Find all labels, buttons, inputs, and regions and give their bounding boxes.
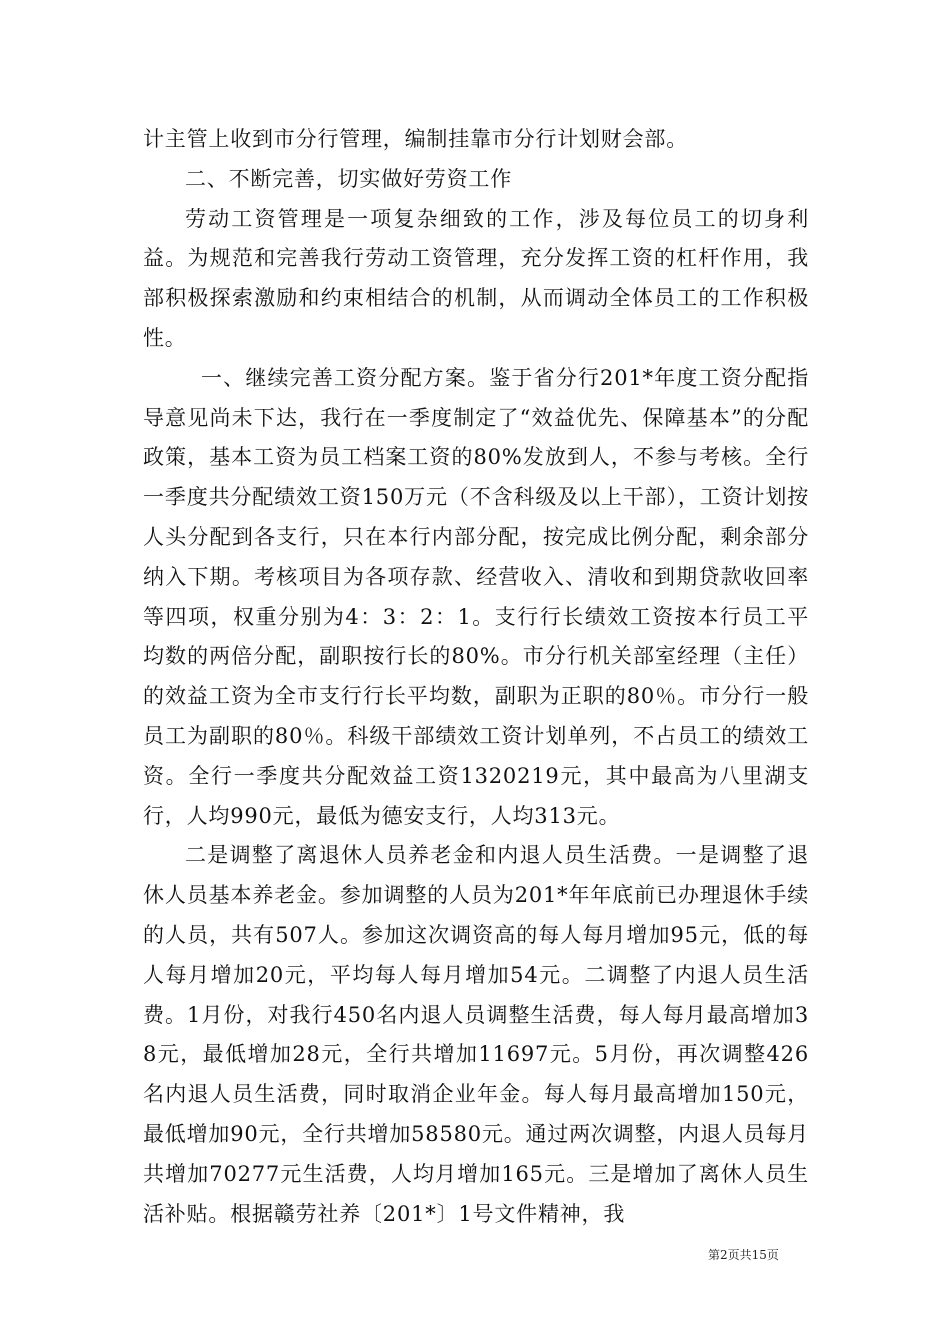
- document-body: [143, 120, 809, 1234]
- paragraph-continuation: 计主管上收到市分行管理，编制挂靠市分行计划财会部。: [143, 127, 688, 151]
- page-number-footer: 第2页共15页: [708, 1248, 779, 1262]
- paragraph-retiree-adjustment: 二是调整了离退休人员养老金和内退人员生活费。一是调整了退休人员基本养老金。参加调整的人员为201*年年底前已办理退休手续的人员，共有507人。参加这次调资高的每人每月增加95元，低的每人每月增加20元，平均每人每月增加54元。二调整了内退人员生活费。1月份，对我行450名内退人员调整生活费，每人每月最高增加38元，最低增加28元，全行共增加11697元。5月份，再次调整426名内退人员生活费，同时取消企业年金。每人每月最高增加150元，最低增加90元，全行共增加58580元。通过两次调整，内退人员每月共增加70277元生活费，人均月增加165元。三是增加了离休人员生活补贴。根据赣劳社养〔201*〕1号文件精神，我: [143, 843, 809, 1226]
- paragraph-salary-plan: 一、继续完善工资分配方案。鉴于省分行201*年度工资分配指导意见尚未下达，我行在一季度制定了“效益优先、保障基本”的分配政策，基本工资为员工档案工资的80%发放到人，不参与考核。全行一季度共分配绩效工资150万元（不含科级及以上干部），工资计划按人头分配到各支行，只在本行内部分配，按完成比例分配，剩余部分纳入下期。考核项目为各项存款、经营收入、清收和到期贷款收回率等四项，权重分别为4：3：2：1。支行行长绩效工资按本行员工平均数的两倍分配，副职按行长的80%。市分行机关部室经理（主任）的效益工资为全市支行行长平均数，副职为正职的80％。市分行一般员工为副职的80％。科级干部绩效工资计划单列，不占员工的绩效工资。全行一季度共分配效益工资1320219元，其中最高为八里湖支行，人均990元，最低为德安支行，人均313元。: [143, 365, 809, 828]
- section-heading: 二、不断完善，切实做好劳资工作: [185, 166, 512, 191]
- paragraph-intro: 劳动工资管理是一项复杂细致的工作，涉及每位员工的切身利益。为规范和完善我行劳动工资管理，充分发挥工资的杠杆作用，我部积极探索激励和约束相结合的机制，从而调动全体员工的工作积极性。: [143, 206, 809, 350]
